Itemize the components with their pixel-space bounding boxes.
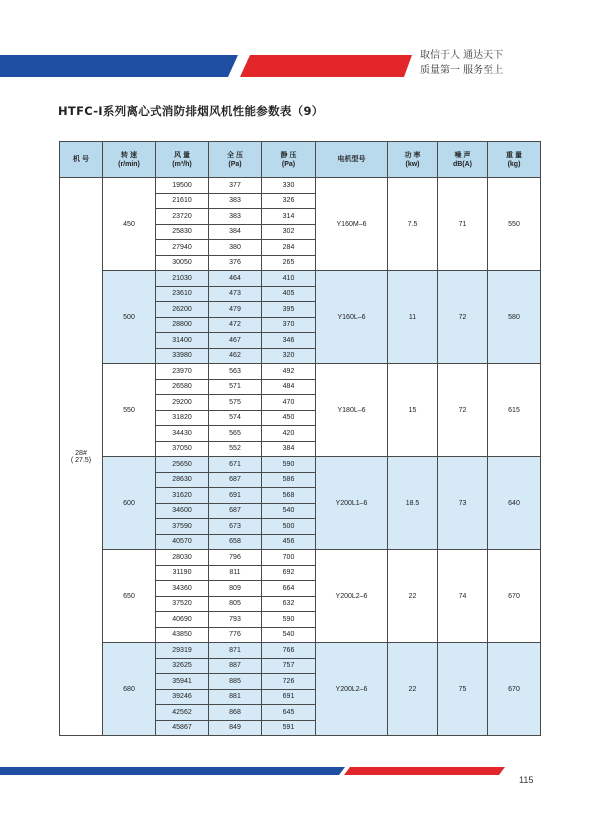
machine-no: 28# (75, 449, 87, 457)
total-pressure-cell: 574 (209, 410, 262, 426)
header-motor: 电机型号 (316, 142, 388, 178)
total-pressure-cell: 376 (209, 255, 262, 271)
header-stripe-band (0, 55, 600, 77)
airflow-cell: 19500 (156, 178, 209, 194)
noise-cell: 74 (438, 550, 488, 643)
static-pressure-cell: 591 (262, 720, 316, 736)
noise-cell: 75 (438, 643, 488, 736)
total-pressure-cell: 671 (209, 457, 262, 473)
total-pressure-cell: 377 (209, 178, 262, 194)
airflow-cell: 40690 (156, 612, 209, 628)
airflow-cell: 34600 (156, 503, 209, 519)
airflow-cell: 45867 (156, 720, 209, 736)
airflow-cell: 35941 (156, 674, 209, 690)
table-row (60, 643, 541, 659)
static-pressure-cell: 700 (262, 550, 316, 566)
header-blue-stripe (0, 55, 238, 77)
weight-cell: 615 (488, 364, 541, 457)
motor-cell: Y200L2–6 (316, 550, 388, 643)
total-pressure-cell: 776 (209, 627, 262, 643)
static-pressure-cell: 384 (262, 441, 316, 457)
motor-cell: Y200L2–6 (316, 643, 388, 736)
airflow-cell: 31400 (156, 333, 209, 349)
airflow-cell: 23610 (156, 286, 209, 302)
table-row (60, 271, 541, 287)
static-pressure-cell: 326 (262, 193, 316, 209)
header-airflow: 风 量 (m³/h) (156, 142, 209, 178)
performance-table (59, 141, 541, 736)
speed-cell: 500 (103, 271, 156, 364)
weight-cell: 640 (488, 457, 541, 550)
airflow-cell: 26200 (156, 302, 209, 318)
airflow-cell: 34360 (156, 581, 209, 597)
airflow-cell: 32625 (156, 658, 209, 674)
static-pressure-cell: 766 (262, 643, 316, 659)
total-pressure-cell: 563 (209, 364, 262, 380)
total-pressure-cell: 380 (209, 240, 262, 256)
airflow-cell: 34430 (156, 426, 209, 442)
total-pressure-cell: 473 (209, 286, 262, 302)
speed-cell: 550 (103, 364, 156, 457)
total-pressure-cell: 552 (209, 441, 262, 457)
table-row (60, 550, 541, 566)
motor-cell: Y180L–6 (316, 364, 388, 457)
footer-stripe-band (0, 765, 600, 783)
power-cell: 18.5 (388, 457, 438, 550)
speed-cell: 600 (103, 457, 156, 550)
airflow-cell: 27940 (156, 240, 209, 256)
airflow-cell: 25650 (156, 457, 209, 473)
static-pressure-cell: 330 (262, 178, 316, 194)
static-pressure-cell: 405 (262, 286, 316, 302)
footer-red-stripe (344, 767, 505, 775)
static-pressure-cell: 320 (262, 348, 316, 364)
total-pressure-cell: 658 (209, 534, 262, 550)
static-pressure-cell: 410 (262, 271, 316, 287)
static-pressure-cell: 492 (262, 364, 316, 380)
airflow-cell: 39246 (156, 689, 209, 705)
static-pressure-cell: 302 (262, 224, 316, 240)
machine-no-cell (60, 178, 103, 736)
airflow-cell: 23970 (156, 364, 209, 380)
airflow-cell: 31820 (156, 410, 209, 426)
static-pressure-cell: 540 (262, 503, 316, 519)
total-pressure-cell: 809 (209, 581, 262, 597)
power-cell: 22 (388, 643, 438, 736)
header-weight: 重 量 (kg) (488, 142, 541, 178)
power-cell: 22 (388, 550, 438, 643)
total-pressure-cell: 871 (209, 643, 262, 659)
static-pressure-cell: 645 (262, 705, 316, 721)
static-pressure-cell: 632 (262, 596, 316, 612)
airflow-cell: 37520 (156, 596, 209, 612)
static-pressure-cell: 420 (262, 426, 316, 442)
airflow-cell: 33980 (156, 348, 209, 364)
airflow-cell: 26580 (156, 379, 209, 395)
static-pressure-cell: 456 (262, 534, 316, 550)
static-pressure-cell: 314 (262, 209, 316, 225)
noise-cell: 73 (438, 457, 488, 550)
motor-cell: Y160L–6 (316, 271, 388, 364)
total-pressure-cell: 687 (209, 472, 262, 488)
static-pressure-cell: 568 (262, 488, 316, 504)
static-pressure-cell: 346 (262, 333, 316, 349)
total-pressure-cell: 793 (209, 612, 262, 628)
airflow-cell: 21610 (156, 193, 209, 209)
airflow-cell: 25830 (156, 224, 209, 240)
static-pressure-cell: 664 (262, 581, 316, 597)
noise-cell: 72 (438, 364, 488, 457)
airflow-cell: 21030 (156, 271, 209, 287)
header-machine-no: 机 号 (60, 142, 103, 178)
airflow-cell: 28630 (156, 472, 209, 488)
footer-blue-stripe (0, 767, 345, 775)
header-static-pressure: 静 压 (Pa) (262, 142, 316, 178)
weight-cell: 670 (488, 550, 541, 643)
total-pressure-cell: 479 (209, 302, 262, 318)
static-pressure-cell: 500 (262, 519, 316, 535)
total-pressure-cell: 383 (209, 193, 262, 209)
header-speed: 转 速 (r/min) (103, 142, 156, 178)
total-pressure-cell: 467 (209, 333, 262, 349)
airflow-cell: 29319 (156, 643, 209, 659)
total-pressure-cell: 472 (209, 317, 262, 333)
static-pressure-cell: 284 (262, 240, 316, 256)
airflow-cell: 40570 (156, 534, 209, 550)
airflow-cell: 29200 (156, 395, 209, 411)
static-pressure-cell: 691 (262, 689, 316, 705)
power-cell: 11 (388, 271, 438, 364)
airflow-cell: 31620 (156, 488, 209, 504)
total-pressure-cell: 673 (209, 519, 262, 535)
static-pressure-cell: 484 (262, 379, 316, 395)
weight-cell: 580 (488, 271, 541, 364)
static-pressure-cell: 450 (262, 410, 316, 426)
total-pressure-cell: 575 (209, 395, 262, 411)
static-pressure-cell: 370 (262, 317, 316, 333)
static-pressure-cell: 726 (262, 674, 316, 690)
speed-cell: 450 (103, 178, 156, 271)
total-pressure-cell: 565 (209, 426, 262, 442)
total-pressure-cell: 687 (209, 503, 262, 519)
power-cell: 7.5 (388, 178, 438, 271)
total-pressure-cell: 887 (209, 658, 262, 674)
page-number: 115 (519, 775, 534, 785)
table-row (60, 457, 541, 473)
airflow-cell: 28800 (156, 317, 209, 333)
weight-cell: 670 (488, 643, 541, 736)
header-red-stripe (240, 55, 412, 77)
airflow-cell: 37590 (156, 519, 209, 535)
total-pressure-cell: 384 (209, 224, 262, 240)
speed-cell: 650 (103, 550, 156, 643)
total-pressure-cell: 885 (209, 674, 262, 690)
total-pressure-cell: 464 (209, 271, 262, 287)
airflow-cell: 28030 (156, 550, 209, 566)
power-cell: 15 (388, 364, 438, 457)
motor-cell: Y160M–6 (316, 178, 388, 271)
motor-cell: Y200L1–6 (316, 457, 388, 550)
airflow-cell: 43850 (156, 627, 209, 643)
static-pressure-cell: 757 (262, 658, 316, 674)
total-pressure-cell: 571 (209, 379, 262, 395)
header-noise: 噪 声 dB(A) (438, 142, 488, 178)
total-pressure-cell: 849 (209, 720, 262, 736)
total-pressure-cell: 691 (209, 488, 262, 504)
header-power: 功 率 (kw) (388, 142, 438, 178)
static-pressure-cell: 395 (262, 302, 316, 318)
total-pressure-cell: 805 (209, 596, 262, 612)
header-slogan (420, 48, 503, 78)
total-pressure-cell: 383 (209, 209, 262, 225)
weight-cell: 550 (488, 178, 541, 271)
airflow-cell: 37050 (156, 441, 209, 457)
machine-no-sub: ( 27.5) (70, 456, 92, 464)
total-pressure-cell: 881 (209, 689, 262, 705)
table-row (60, 364, 541, 380)
table-body (60, 178, 541, 736)
airflow-cell: 30050 (156, 255, 209, 271)
slogan-line-1: 取信于人 通达天下 (420, 50, 504, 61)
airflow-cell: 23720 (156, 209, 209, 225)
total-pressure-cell: 868 (209, 705, 262, 721)
noise-cell: 72 (438, 271, 488, 364)
noise-cell: 71 (438, 178, 488, 271)
page-title: HTFC-Ⅰ系列离心式消防排烟风机性能参数表（9） (58, 104, 324, 118)
total-pressure-cell: 811 (209, 565, 262, 581)
static-pressure-cell: 265 (262, 255, 316, 271)
static-pressure-cell: 692 (262, 565, 316, 581)
header-total-pressure: 全 压 (Pa) (209, 142, 262, 178)
table-row (60, 178, 541, 194)
total-pressure-cell: 796 (209, 550, 262, 566)
airflow-cell: 42562 (156, 705, 209, 721)
static-pressure-cell: 590 (262, 612, 316, 628)
total-pressure-cell: 462 (209, 348, 262, 364)
static-pressure-cell: 540 (262, 627, 316, 643)
static-pressure-cell: 590 (262, 457, 316, 473)
slogan-line-2: 质量第一 服务至上 (420, 65, 504, 76)
static-pressure-cell: 586 (262, 472, 316, 488)
speed-cell: 680 (103, 643, 156, 736)
table-header-row (60, 142, 541, 178)
airflow-cell: 31190 (156, 565, 209, 581)
static-pressure-cell: 470 (262, 395, 316, 411)
